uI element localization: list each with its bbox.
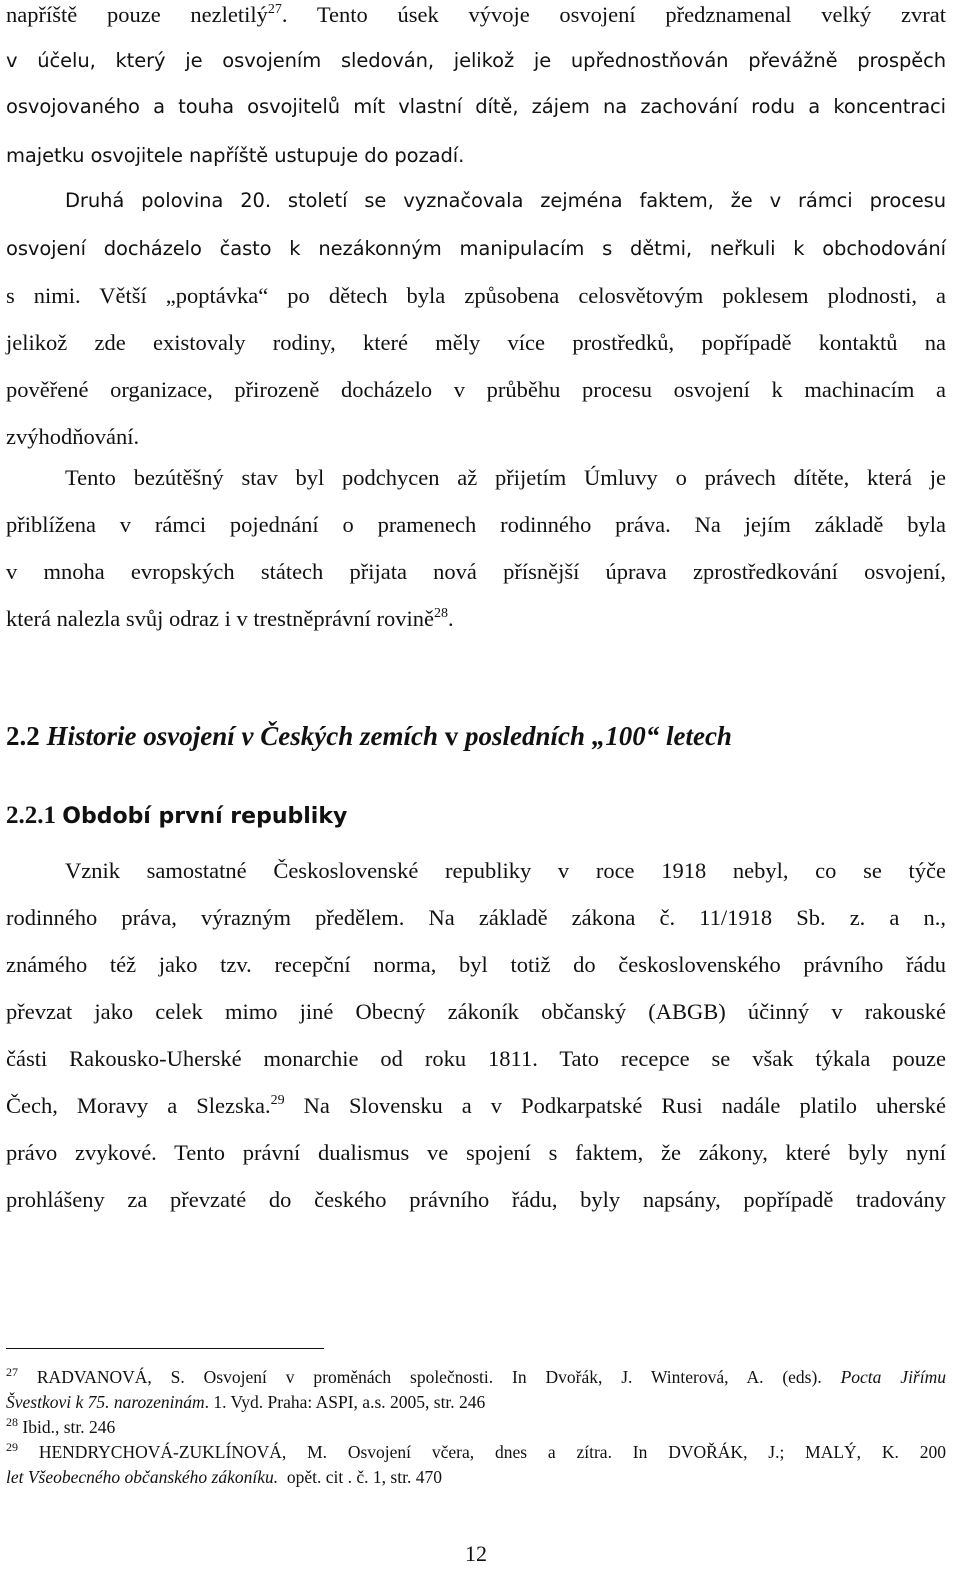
footnote-text: opět. cit . č. 1, str. 470	[278, 1467, 442, 1487]
footnote-number: 29	[6, 1440, 18, 1454]
body-line: v účelu, který je osvojením sledován, jelikož je upřednostňován převážně prospěch	[6, 49, 946, 72]
body-line: Tento bezútěšný stav byl podchycen až přijetím Úmluvy o právech dítěte, která je	[65, 465, 946, 490]
footnote-27	[6, 1366, 946, 1388]
body-line: osvojovaného a touha osvojitelů mít vlastní dítě, zájem na zachování rodu a koncentraci	[6, 95, 946, 118]
heading-number: 2.2	[6, 721, 40, 751]
text-run: . Tento úsek vývoje osvojení předznamenal velký zvrat	[281, 2, 946, 27]
footnote-text: RADVANOVÁ, S. Osvojení v proměnách společnosti. In Dvořák, J. Winterová, A. (eds).	[18, 1367, 841, 1387]
body-line: prohlášeny za převzaté do českého právního řádu, byly napsány, popřípadě tradovány	[6, 1187, 946, 1212]
footnote-italic: let Všeobecného občanského zákoníku.	[6, 1467, 279, 1487]
footnote-number: 28	[6, 1415, 18, 1429]
body-line: přiblížena v rámci pojednání o pramenech rodinného práva. Na jejím základě byla	[6, 512, 946, 537]
body-line: zvýhodňování.	[6, 424, 140, 449]
section-heading	[6, 718, 732, 754]
body-line	[6, 1091, 946, 1121]
body-line: s nimi. Větší „poptávka“ po dětech byla způsobena celosvětovým poklesem plodnosti, a	[6, 283, 946, 308]
subsection-heading	[6, 800, 347, 833]
body-line: jelikož zde existovaly rodiny, které měly více prostředků, popřípadě kontaktů na	[6, 330, 946, 355]
footnote-number: 27	[6, 1365, 18, 1379]
body-line: Druhá polovina 20. století se vyznačovala zejména faktem, že v rámci procesu	[65, 189, 946, 212]
text-run: Čech, Moravy a Slezska.	[6, 1093, 271, 1118]
page-number: 12	[465, 1541, 487, 1566]
footnote-29	[6, 1441, 946, 1463]
body-line: majetku osvojitele napříště ustupuje do pozadí.	[6, 144, 465, 167]
footnote-28	[6, 1416, 946, 1438]
footnote-ref-27[interactable]: 27	[267, 2, 282, 17]
footnote-text: Ibid., str. 246	[18, 1417, 116, 1437]
body-line: právo zvykové. Tento právní dualismus ve spojení s faktem, že zákony, které byly nyní	[6, 1140, 946, 1165]
body-line: v mnoha evropských státech přijata nová přísnější úprava zprostředkování osvojení,	[6, 559, 946, 584]
body-line: rodinného práva, výrazným předělem. Na základě zákona č. 11/1918 Sb. z. a n.,	[6, 905, 946, 930]
heading-title: Období první republiky	[62, 804, 348, 829]
text-run: napříště pouze nezletilý	[6, 2, 268, 27]
footnote-ref-29[interactable]: 29	[270, 1093, 285, 1108]
text-run: která nalezla svůj odraz i v trestněprávní rovině	[6, 606, 434, 631]
body-line: osvojení docházelo často k nezákonným manipulacím s dětmi, neřkuli k obchodování	[6, 237, 946, 260]
body-line: pověřené organizace, přirozeně docházelo v průběhu procesu osvojení k machinacím a	[6, 377, 946, 402]
footnote-italic: Švestkovi k 75. narozeninám	[6, 1392, 205, 1412]
footnote-divider	[6, 1348, 324, 1349]
body-line: Vznik samostatné Československé republiky v roce 1918 nebyl, co se týče	[65, 858, 946, 883]
footnote-italic: Pocta Jiřímu	[840, 1367, 946, 1387]
heading-title: v	[444, 721, 459, 751]
footnote-text: . 1. Vyd. Praha: ASPI, a.s. 2005, str. 246	[204, 1392, 486, 1412]
heading-title: posledních „100“ letech	[464, 721, 732, 751]
body-line: převzat jako celek mimo jiné Obecný zákoník občanský (ABGB) účinný v rakouské	[6, 999, 946, 1024]
heading-number: 2.2.1	[6, 802, 56, 829]
footnote-ref-28[interactable]: 28	[433, 606, 448, 621]
body-line	[6, 0, 946, 30]
text-run: .	[447, 606, 454, 631]
footnote-27-cont	[6, 1391, 946, 1413]
body-line: známého též jako tzv. recepční norma, byl totiž do československého právního řádu	[6, 952, 946, 977]
text-run: Na Slovensku a v Podkarpatské Rusi nadále platilo uherské	[284, 1093, 946, 1118]
heading-title: Historie osvojení v Českých zemích	[46, 721, 438, 751]
footnote-29-cont	[6, 1466, 946, 1488]
body-line: části Rakousko-Uherské monarchie od roku 1811. Tato recepce se však týkala pouze	[6, 1046, 946, 1071]
body-line	[6, 604, 946, 634]
footnote-text: HENDRYCHOVÁ-ZUKLÍNOVÁ, M. Osvojení včera, dnes a zítra. In DVOŘÁK, J.; MALÝ, K. 200	[18, 1442, 946, 1462]
